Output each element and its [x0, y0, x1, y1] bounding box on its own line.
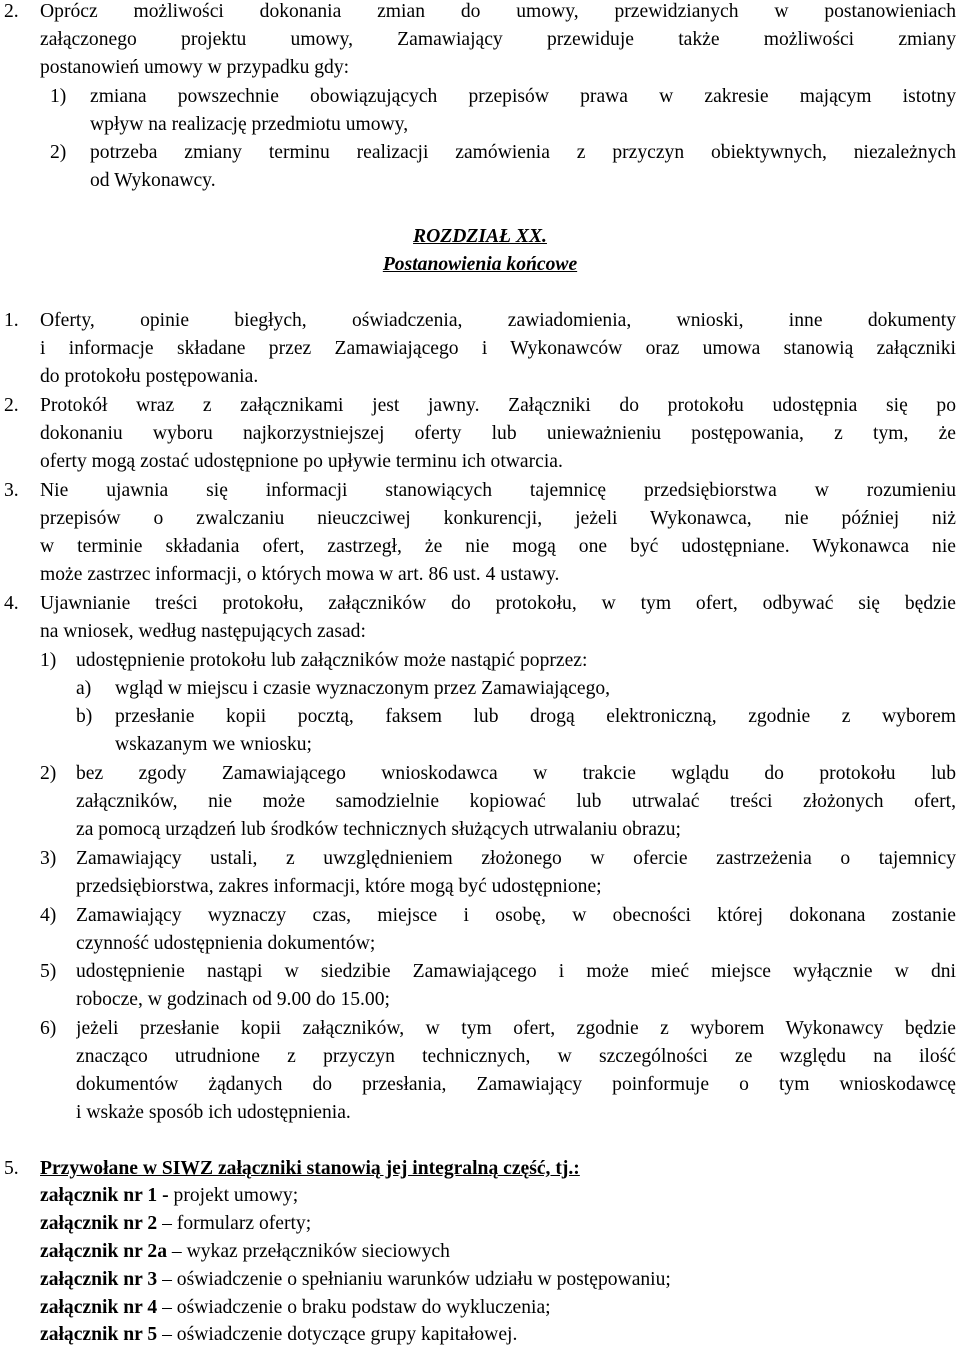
attachment-label: załącznik nr 2 — [40, 1213, 158, 1234]
paragraph-line: Zamawiający wyznaczy czas, miejsce i osobę, w obecności której dokonana zostanie — [76, 905, 956, 926]
paragraph-line: dokonaniu wyboru najkorzystniejszej oferty lub unieważnieniu postępowania, z tym, że — [40, 423, 956, 444]
attachment-line — [40, 1296, 551, 1320]
paragraph-line: dokumentów żądanych do przesłania, Zamawiający poinformuje o tym wnioskodawcę — [76, 1074, 956, 1095]
paragraph-line: Zamawiający ustali, z uwzględnieniem złożonego w ofercie zastrzeżenia o tajemnicy — [76, 848, 956, 869]
paragraph-line: i wskaże sposób ich udostępnienia. — [76, 1102, 351, 1123]
item-number: 5. — [4, 1158, 19, 1179]
paragraph-line: w terminie składania ofert, zastrzegł, że nie mogą one być udostępniane. Wykonawca nie — [40, 536, 956, 557]
attachment-line — [40, 1240, 450, 1264]
paragraph-line: może zastrzec informacji, o których mowa w art. 86 ust. 4 ustawy. — [40, 564, 560, 585]
paragraph-line: Oferty, opinie biegłych, oświadczenia, zawiadomienia, wnioski, inne dokumenty — [40, 310, 956, 331]
paragraph-line: jeżeli przesłanie kopii załączników, w tym ofert, zgodnie z wyborem Wykonawcy będzie — [76, 1018, 956, 1039]
rule-number: 4) — [40, 905, 57, 926]
item-number: 3. — [4, 480, 19, 501]
paragraph-line: od Wykonawcy. — [90, 170, 216, 191]
paragraph-line: robocze, w godzinach od 9.00 do 15.00; — [76, 989, 390, 1010]
attachment-text: – oświadczenie dotyczące grupy kapitałowej. — [157, 1324, 518, 1345]
item-number: 2. — [4, 395, 19, 416]
paragraph-line: bez zgody Zamawiającego wnioskodawca w trakcie wglądu do protokołu lub — [76, 763, 956, 784]
item-number: 2. — [4, 1, 19, 22]
paragraph-line: czynność udostępnienia dokumentów; — [76, 933, 376, 954]
letter-number: b) — [76, 706, 93, 727]
attachment-label: załącznik nr 4 — [40, 1297, 158, 1318]
letter-number: a) — [76, 678, 92, 699]
rule-number: 2) — [40, 763, 57, 784]
attachment-text: – oświadczenie o spełnianiu warunków udziału w postępowaniu; — [157, 1269, 671, 1290]
paragraph-line: Ujawnianie treści protokołu, załączników do protokołu, w tym ofert, odbywać się będzie — [40, 593, 956, 614]
attachment-text: – oświadczenie o braku podstaw do wykluczenia; — [157, 1297, 551, 1318]
paragraph-line: potrzeba zmiany terminu realizacji zamówienia z przyczyn obiektywnych, niezależnych — [90, 142, 956, 163]
paragraph-line: postanowień umowy w przypadku gdy: — [40, 57, 350, 78]
rule-number: 5) — [40, 961, 57, 982]
paragraph-line: do protokołu postępowania. — [40, 366, 259, 387]
paragraph-line: udostępnienie nastąpi w siedzibie Zamawiającego i może mieć miejsce wyłącznie w dni — [76, 961, 956, 982]
paragraph-line: załączników, nie może samodzielnie kopiować lub utrwalać treści złożonych ofert, — [76, 791, 956, 812]
attachment-text: – wykaz przełączników sieciowych — [167, 1241, 450, 1262]
paragraph-line: wgląd w miejscu i czasie wyznaczonym przez Zamawiającego, — [115, 678, 611, 699]
rule-number: 3) — [40, 848, 57, 869]
item-number: 4. — [4, 593, 19, 614]
paragraph-line: wpływ na realizację przedmiotu umowy, — [90, 114, 409, 135]
item-number: 1. — [4, 310, 19, 331]
paragraph-line: Oprócz możliwości dokonania zmian do umowy, przewidzianych w postanowieniach — [40, 1, 956, 22]
attachment-label: załącznik nr 3 — [40, 1269, 158, 1290]
paragraph-line: przesłanie kopii pocztą, faksem lub drogą elektroniczną, zgodnie z wyborem — [115, 706, 956, 727]
paragraph-line: wskazanym we wniosku; — [115, 734, 312, 755]
chapter-title: ROZDZIAŁ XX. — [413, 226, 547, 247]
paragraph-line: i informacje składane przez Zamawiającego i Wykonawców oraz umowa stanowią załączniki — [40, 338, 956, 359]
attachment-label: załącznik nr 2a — [40, 1241, 167, 1262]
paragraph-line: przepisów o zwalczaniu nieuczciwej konkurencji, jeżeli Wykonawca, nie później niż — [40, 508, 956, 529]
attachments-heading: Przywołane w SIWZ załączniki stanowią jej integralną część, tj.: — [40, 1158, 580, 1179]
paragraph-line: znacząco utrudnione z przyczyn technicznych, w szczególności ze względu na ilość — [76, 1046, 956, 1067]
attachment-line — [40, 1184, 298, 1208]
paragraph-line: Nie ujawnia się informacji stanowiących tajemnicę przedsiębiorstwa w rozumieniu — [40, 480, 956, 501]
attachment-line — [40, 1268, 671, 1292]
paragraph-line: za pomocą urządzeń lub środków technicznych służących utrwalaniu obrazu; — [76, 819, 681, 840]
attachment-label: załącznik nr 5 — [40, 1324, 158, 1345]
chapter-subtitle: Postanowienia końcowe — [382, 254, 578, 275]
paragraph-line: oferty mogą zostać udostępnione po upływie terminu ich otwarcia. — [40, 451, 563, 472]
paragraph-line: przedsiębiorstwa, zakres informacji, które mogą być udostępnione; — [76, 876, 602, 897]
subitem-number: 2) — [50, 142, 67, 163]
attachment-line — [40, 1212, 311, 1236]
paragraph-line: zmiana powszechnie obowiązujących przepisów prawa w zakresie mającym istotny — [90, 86, 956, 107]
subitem-number: 1) — [50, 86, 67, 107]
paragraph-line: na wniosek, według następujących zasad: — [40, 621, 366, 642]
attachment-label: załącznik nr 1 - — [40, 1185, 169, 1206]
paragraph-line: Protokół wraz z załącznikami jest jawny. Załączniki do protokołu udostępnia się po — [40, 395, 956, 416]
attachment-text: – formularz oferty; — [157, 1213, 312, 1234]
rule-number: 1) — [40, 650, 57, 671]
attachment-line — [40, 1323, 517, 1347]
attachment-text: projekt umowy; — [168, 1185, 299, 1206]
paragraph-line: udostępnienie protokołu lub załączników może nastąpić poprzez: — [76, 650, 588, 671]
rule-number: 6) — [40, 1018, 57, 1039]
paragraph-line: załączonego projektu umowy, Zamawiający przewiduje także możliwości zmiany — [40, 29, 956, 50]
